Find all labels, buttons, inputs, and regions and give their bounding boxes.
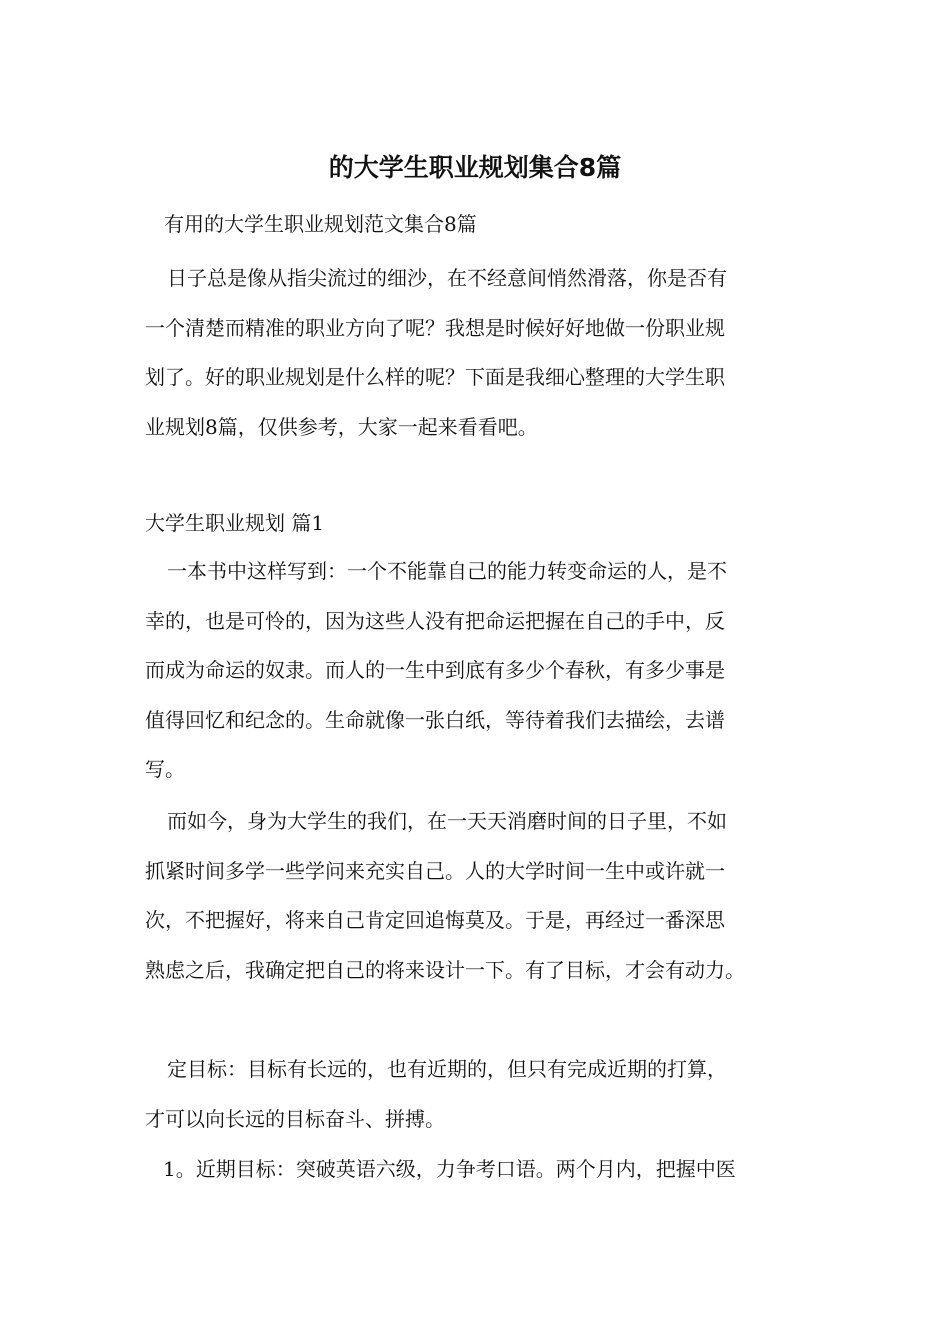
- paragraph-line: 幸的，也是可怜的，因为这些人没有把命运把握在自己的手中，反: [145, 608, 725, 633]
- paragraph-line: 熟虑之后，我确定把自己的将来设计一下。有了目标，才会有动力。: [145, 957, 745, 982]
- section-paragraph-1: [145, 547, 815, 795]
- paragraph-line: 次，不把握好，将来自己肯定回追悔莫及。于是，再经过一番深思: [145, 908, 725, 932]
- document-title: 的大学生职业规划集合8篇: [328, 153, 622, 182]
- section-paragraph-4: [145, 1145, 815, 1195]
- paragraph-line: 定目标：目标有长远的，也有近期的，但只有完成近期的打算，: [167, 1057, 727, 1081]
- paragraph-line: 一个清楚而精准的职业方向了呢？我想是时候好好地做一份职业规: [145, 315, 725, 340]
- paragraph-line: 抓紧时间多学一些学问来充实自己。人的大学时间一生中或许就一: [145, 858, 725, 883]
- paragraph-line: 业规划8篇，仅供参考，大家一起来看看吧。: [145, 414, 538, 439]
- paragraph-line: 而如今，身为大学生的我们，在一天天消磨时间的日子里，不如: [167, 809, 727, 833]
- paragraph-line: 写。: [145, 757, 185, 781]
- section-paragraph-3: [145, 1045, 815, 1144]
- paragraph-line: 值得回忆和纪念的。生命就像一张白纸，等待着我们去描绘，去谱: [145, 707, 725, 732]
- paragraph-line: 划了。好的职业规划是什么样的呢？下面是我细心整理的大学生职: [145, 365, 725, 389]
- paragraph-line: 而成为命运的奴隶。而人的一生中到底有多少个春秋，有多少事是: [145, 658, 725, 682]
- paragraph-line: 日子总是像从指尖流过的细沙，在不经意间悄然滑落，你是否有: [167, 266, 727, 290]
- section-paragraph-2: [145, 797, 815, 995]
- paragraph-line: 1。近期目标：突破英语六级，力争考口语。两个月内，把握中医: [163, 1157, 736, 1181]
- section-heading: 大学生职业规划 篇1: [145, 511, 325, 535]
- paragraph-line: 才可以向长远的目标奋斗、拼搏。: [145, 1106, 445, 1131]
- paragraph-line: 一本书中这样写到：一个不能靠自己的能力转变命运的人，是不: [167, 559, 727, 583]
- intro-paragraph: [145, 254, 815, 452]
- document-subtitle: 有用的大学生职业规划范文集合8篇: [164, 212, 477, 236]
